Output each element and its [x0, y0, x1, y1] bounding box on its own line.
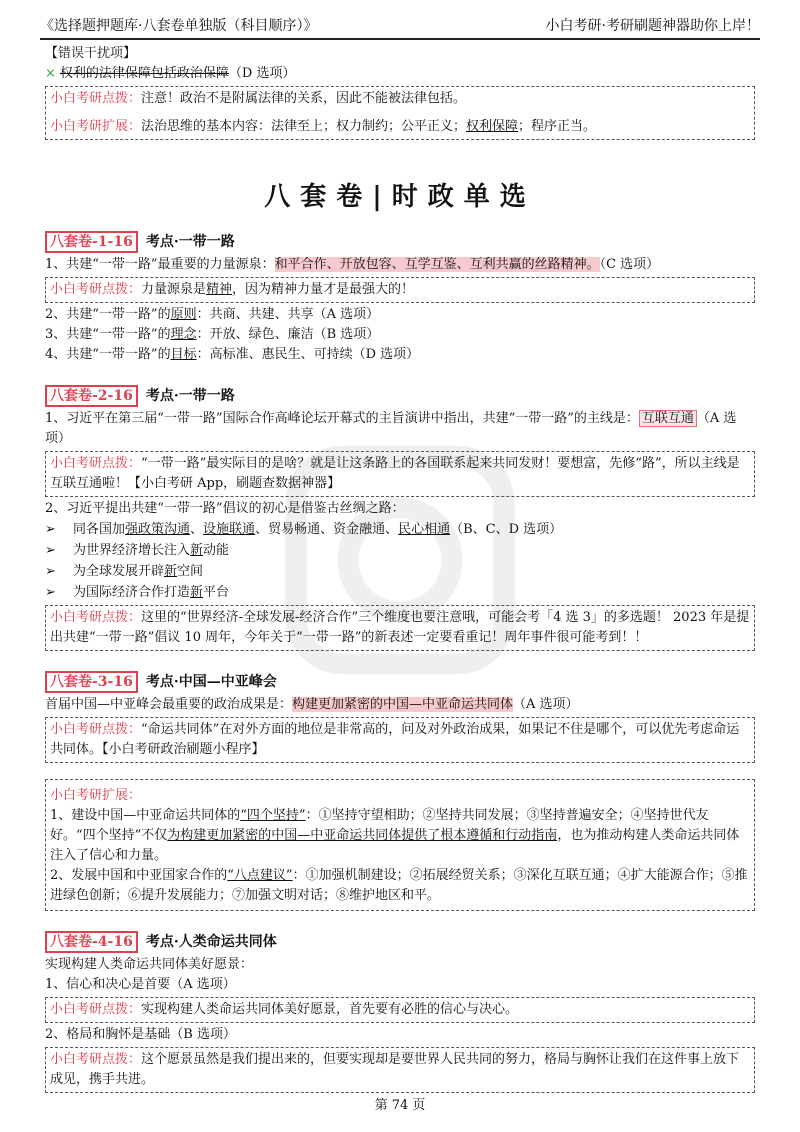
section-tag: 八套卷-4-16: [45, 931, 138, 953]
page-header: [40, 14, 760, 40]
header-right-slogan: 小白考研·考研刷题神器助你上岸！: [545, 18, 760, 34]
page-content: [45, 44, 755, 1095]
note-box: 小白考研点拨：这个愿景虽然是我们提出来的，但要实现却是要世界人民共同的努力，格局与胸怀让我们在这件事上放下成见，携手共进。: [45, 1047, 755, 1093]
section-3: 八套卷-3-16 考点·中国—中亚峰会 首届中国—中亚峰会最重要的政治成果是：构建更加紧密的中国—中亚命运共同体（A 选项） 小白考研点拨：“命运共同体”在对外方面的地位是非常高的，问及对外政治成果，如果记不住是哪个，可以优先考虑命运共同体。【小白考研政治刷题小程序】 小白考研扩展： 1、建设中国—中亚命运共同体的“四个坚持”：①坚持守望相助；②坚持共同发展；③坚持普遍安全；④坚持世代友好。“四个坚持”不仅为构建更加紧密的中国—中亚命运共同体提供了根本遵循和行动指南，也为推动构建人类命运共同体注入了信心和力量。 2、发展中国和中亚国家合作的“八点建议”：①加强机制建设；②拓展经贸关系；③深化互联互通；④扩大能源合作；⑤推进绿色创新；⑥提升发展能力；⑦加强文明对话；⑧维护地区和平。: [45, 671, 755, 911]
arrow-icon: ➢: [45, 543, 56, 558]
section-4: 八套卷-4-16 考点·人类命运共同体 实现构建人类命运共同体美好愿景： 1、信心和决心是首要（A 选项） 小白考研点拨：实现构建人类命运共同体美好愿景，首先要有必胜的信心与决心。 2、格局和胸怀是基础（B 选项） 小白考研点拨：这个愿景虽然是我们提出来的，但要实现却是要世界人民共同的努力，格局与胸怀让我们在这件事上放下成见，携手共进。: [45, 931, 755, 1093]
note-box: 小白考研点拨：注意！政治不是附属法律的关系，因此不能被法律包括。 小白考研扩展：法治思维的基本内容：法律至上；权力制约；公平正义；权利保障；程序正当。: [45, 86, 755, 140]
extension-box: 小白考研扩展： 1、建设中国—中亚命运共同体的“四个坚持”：①坚持守望相助；②坚持共同发展；③坚持普遍安全；④坚持世代友好。“四个坚持”不仅为构建更加紧密的中国—中亚命运共同体提供了根本遵循和行动指南，也为推动构建人类命运共同体注入了信心和力量。 2、发展中国和中亚国家合作的“八点建议”：①加强机制建设；②拓展经贸关系；③深化互联互通；④扩大能源合作；⑤推进绿色创新；⑥提升发展能力；⑦加强文明对话；⑧维护地区和平。: [45, 779, 755, 911]
wrong-option-line: × 权利的法律保障包括政治保障（D 选项）: [45, 66, 296, 81]
list-item: ➢ 为世界经济增长注入新动能: [45, 540, 755, 561]
section-topic: 考点·人类命运共同体: [145, 934, 277, 950]
arrow-icon: ➢: [45, 522, 56, 537]
note-label: 小白考研点拨：: [50, 91, 142, 106]
list-item: ➢ 为国际经济合作打造新平台: [45, 582, 755, 603]
note-box: 小白考研点拨：“命运共同体”在对外方面的地位是非常高的，问及对外政治成果，如果记不住是哪个，可以优先考虑命运共同体。【小白考研政治刷题小程序】: [45, 717, 755, 763]
note-box: 小白考研点拨：这里的“世界经济-全球发展-经济合作”三个维度也要注意哦，可能会考「4 选 3」的多选题！ 2023 年是提出共建“一带一路”倡议 10 周年，今年关于“一带一路”的新表述一定要看重记！周年事件很可能考到！！: [45, 605, 755, 651]
arrow-icon: ➢: [45, 585, 56, 600]
section-topic: 考点·一带一路: [145, 388, 235, 404]
note-box: 小白考研点拨：实现构建人类命运共同体美好愿景，首先要有必胜的信心与决心。: [45, 997, 755, 1023]
section-tag: 八套卷-3-16: [45, 671, 138, 693]
note-box: 小白考研点拨：力量源泉是精神，因为精神力量才是最强大的！: [45, 277, 755, 303]
arrow-icon: ➢: [45, 564, 56, 579]
list-item: ➢ 为全球发展开辟新空间: [45, 561, 755, 582]
section-topic: 考点·中国—中亚峰会: [145, 674, 277, 690]
section-tag: 八套卷-2-16: [45, 385, 138, 407]
header-left-title: 《选择题押题库·八套卷单独版（科目顺序）》: [40, 18, 318, 34]
section-title: 八套卷|时政单选: [264, 182, 536, 212]
page-number: 第 74 页: [374, 1098, 426, 1113]
wrong-option-label: 【错误干扰项】: [45, 46, 137, 61]
section-topic: 考点·一带一路: [145, 234, 235, 250]
section-1: 八套卷-1-16 考点·一带一路 1、共建“一带一路”最重要的力量源泉：和平合作、开放包容、互学互鉴、互利共赢的丝路精神。（C 选项） 小白考研点拨：力量源泉是精神，因为精神力量才是最强大的！ 2、共建“一带一路”的原则：共商、共建、共享（A 选项） 3、共建“一带一路”的理念：开放、绿色、廉洁（B 选项） 4、共建“一带一路”的目标：高标准、惠民生、可持续（D 选项）: [45, 231, 755, 365]
section-tag: 八套卷-1-16: [45, 231, 138, 253]
wrong-x-icon: ×: [45, 66, 56, 81]
section-2: 八套卷-2-16 考点·一带一路 1、习近平在第三届“一带一路”国际合作高峰论坛开幕式的主旨演讲中指出，共建“一带一路”的主线是： 互联互通 （A 选项） 小白考研点拨：“一带一路”最实际目的是啥？就是让这条路上的各国联系起来共同发财！要想富，先修“路”，所以主线是互联互通啦！【小白考研 App，刷题查数据神器】 2、习近平提出共建“一带一路”倡议的初心是借鉴古丝绸之路： ➢ 同各国加强政策沟通、设施联通、贸易畅通、资金融通、民心相通（B、C、D 选项） ➢ 为世界经济增长注入新动能 ➢ 为全球发展开辟新空间 ➢ 为国际经济合作打造新平台 小白考研点拨：这里的“世界经济-全球发展-经济合作”三个维度也要注意哦，可能会考「4 选 3」的多选题！ 2023 年是提出共建“一带一路”倡议 10 周年，今年关于“一带一路”的新表述一定要看重记！周年事件很可能考到！！: [45, 385, 755, 651]
note-box: 小白考研点拨：“一带一路”最实际目的是啥？就是让这条路上的各国联系起来共同发财！要想富，先修“路”，所以主线是互联互通啦！【小白考研 App，刷题查数据神器】: [45, 451, 755, 497]
note-label: 小白考研扩展：: [50, 119, 142, 134]
list-item: ➢ 同各国加强政策沟通、设施联通、贸易畅通、资金融通、民心相通（B、C、D 选项）: [45, 519, 755, 540]
